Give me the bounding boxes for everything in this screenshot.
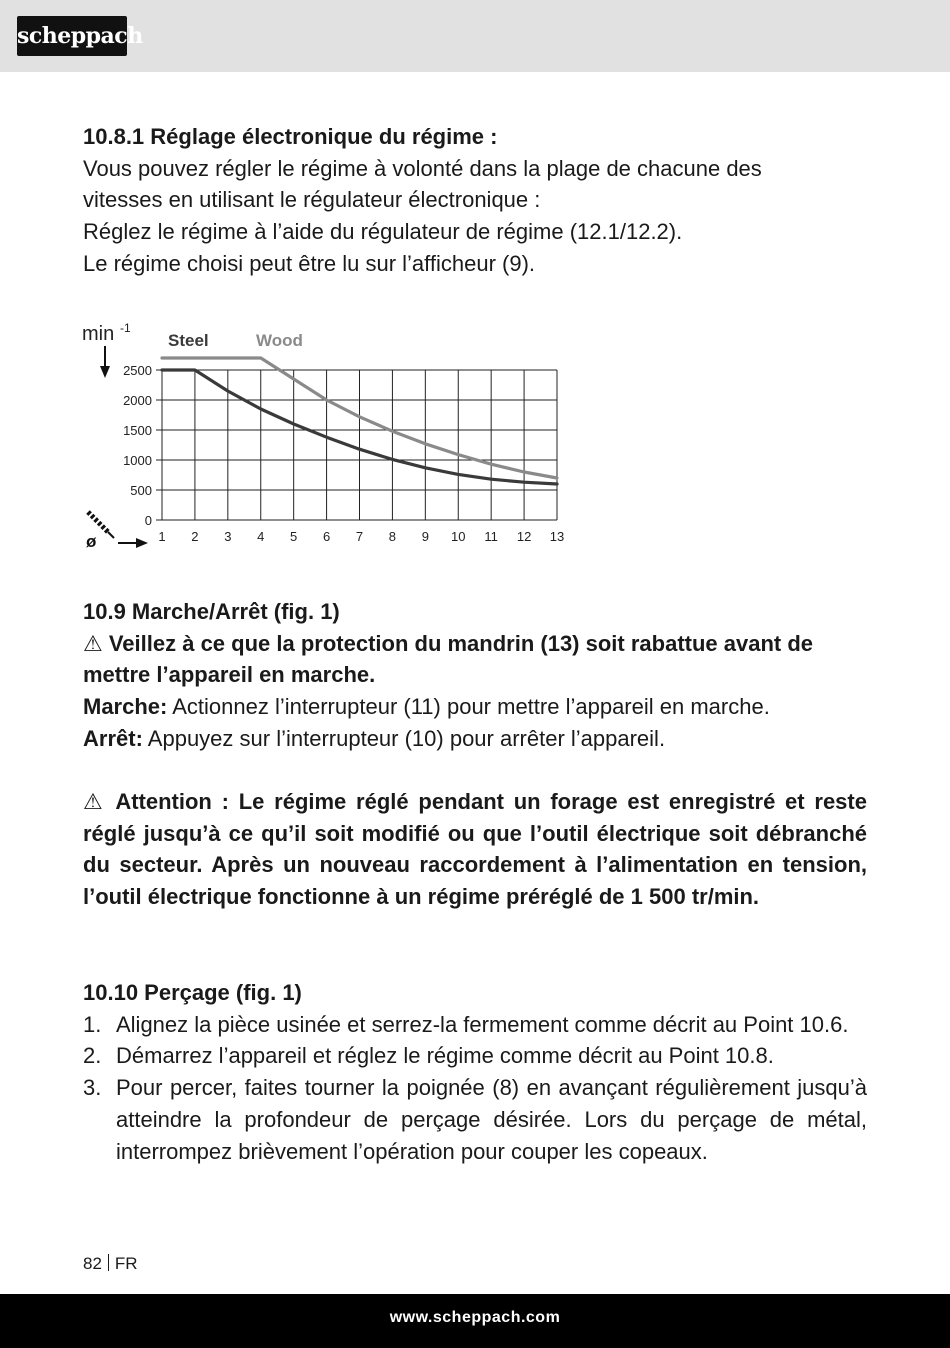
x-tick-label: 1: [158, 529, 166, 544]
x-tick-label: 3: [224, 529, 232, 544]
page-footer: [83, 1253, 138, 1275]
diameter-label: ø: [86, 532, 97, 551]
warning-icon: ⚠: [83, 789, 116, 814]
legend-label-wood: Wood: [256, 331, 303, 350]
on-text: Actionnez l’interrupteur (11) pour mettre l’appareil en marche.: [167, 694, 770, 720]
y-tick-label: 0: [144, 513, 152, 528]
x-tick-label: 4: [257, 529, 265, 544]
paragraph-line: Le régime choisi peut être lu sur l’afficheur (9).: [83, 250, 536, 276]
x-tick-label: 5: [290, 529, 298, 544]
section-drilling: [83, 977, 867, 1167]
page-number: 82: [83, 1254, 102, 1273]
x-tick-label: 12: [516, 529, 532, 544]
section-on-off: [83, 596, 867, 755]
attention-paragraph: [83, 786, 867, 913]
section-heading: 10.9 Marche/Arrêt (fig. 1): [83, 599, 340, 624]
attention-block: [83, 786, 867, 913]
down-arrow-head-icon: [100, 366, 110, 378]
x-tick-label: 8: [388, 529, 397, 544]
on-label: Marche:: [83, 694, 168, 720]
warning-paragraph: [83, 628, 867, 691]
list-text: Pour percer, faites tourner la poignée (8) en avançant régulièrement jusqu’à atteindre la profondeur de perçage désirée. Lors du perçage de métal, interrompez brièvement l’opération pour couper les copeaux.: [116, 1075, 867, 1164]
y-axis-label: min: [82, 323, 115, 345]
on-instruction: [83, 691, 867, 723]
speed-chart-svg: [80, 318, 580, 554]
right-arrow-head-icon: [136, 538, 148, 548]
x-tick-label: 10: [451, 529, 466, 544]
x-tick-label: 2: [191, 529, 199, 544]
list-text: Démarrez l’appareil et réglez le régime comme décrit au Point 10.8.: [116, 1043, 774, 1069]
list-item: [83, 1009, 867, 1041]
legend-label-steel: Steel: [168, 331, 209, 350]
x-tick-label: 13: [549, 529, 565, 544]
y-tick-label: 2500: [123, 363, 152, 378]
scheppach-logo: scheppach: [17, 16, 127, 56]
paragraph-line: Vous pouvez régler le régime à volonté dans la plage de chacune des: [83, 155, 762, 181]
drill-bit-tip-icon: [108, 532, 114, 538]
website-url: www.scheppach.com: [389, 1309, 561, 1326]
off-label: Arrêt:: [83, 725, 143, 751]
warning-text: Veillez à ce que la protection du mandrin (13) soit rabattue avant de mettre l’appareil en marche.: [83, 630, 814, 688]
list-number: 3.: [83, 1075, 102, 1101]
header-bar: [0, 0, 950, 72]
x-tick-label: 6: [322, 529, 331, 544]
y-axis-label-superscript: -1: [120, 321, 131, 335]
list-number: 2.: [83, 1043, 102, 1069]
y-tick-label: 1500: [123, 423, 152, 438]
y-tick-label: 500: [130, 483, 152, 498]
x-tick-label: 9: [421, 529, 429, 544]
list-item: [83, 1040, 867, 1072]
list-number: 1.: [83, 1011, 102, 1037]
paragraph-line: Réglez le régime à l’aide du régulateur de régime (12.1/12.2).: [83, 219, 683, 245]
off-instruction: [83, 723, 867, 755]
list-text: Alignez la pièce usinée et serrez-la fermement comme décrit au Point 10.6.: [116, 1011, 849, 1037]
drill-bit-icon: [88, 512, 108, 532]
list-item: [83, 1072, 867, 1167]
x-tick-label: 11: [484, 529, 498, 544]
speed-chart: [80, 318, 580, 554]
y-tick-label: 1000: [123, 453, 152, 468]
attention-text: Attention : Le régime réglé pendant un forage est enregistré et reste réglé jusqu’à ce qu’il soit modifié ou que l’outil électrique soit débranché du secteur. Après un nouveau raccordement à l’alimentation en tension, l’outil électrique fonctionne à un régime préréglé de 1 500 tr/min.: [83, 789, 867, 910]
x-tick-label: 7: [355, 529, 364, 544]
warning-icon: ⚠: [83, 630, 109, 656]
steps-list: [83, 1009, 867, 1168]
section-electronic-speed: [83, 121, 867, 280]
paragraph-line: vitesses en utilisant le régulateur électronique :: [83, 187, 541, 213]
footer-divider: [108, 1254, 109, 1271]
off-text: Appuyez sur l’interrupteur (10) pour arrêter l’appareil.: [142, 725, 666, 751]
section-heading: 10.10 Perçage (fig. 1): [83, 980, 302, 1005]
language-code: FR: [114, 1254, 138, 1273]
y-tick-label: 2000: [123, 393, 152, 408]
section-heading: 10.8.1 Réglage électronique du régime :: [83, 124, 498, 149]
